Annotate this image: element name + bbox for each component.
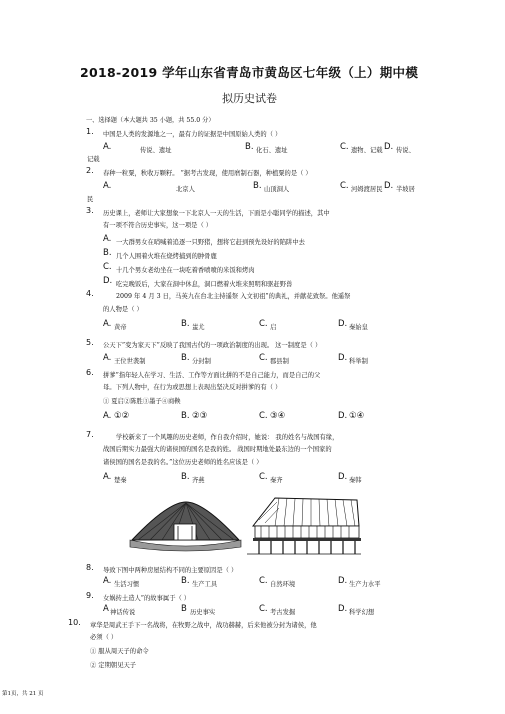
q4-option-a-label: A. (103, 319, 112, 329)
banpo-round-hut-illustration (128, 500, 243, 555)
q3-option-c-text: 十几个男女老幼坐在一块吃着香喷喷的米饭和烤肉 (116, 267, 255, 274)
q3-option-a-label: A. (103, 234, 112, 244)
q3-option-b-text: 几个人围着火堆在烧烤捕到的肿骨鹿 (116, 253, 217, 260)
q5-option-c-label: C. (259, 353, 268, 363)
q7-option-a-label: A. (103, 472, 112, 482)
q2-option-a-text: 北京人 (176, 186, 195, 193)
question-6-items: ① 夏启②陈胜③墨子④商鞅 (103, 398, 181, 405)
q1-option-a-text: 传说、遗址 (140, 147, 172, 154)
q2-option-d-wrap: 民 (87, 196, 94, 203)
q3-option-c-label: C. (103, 262, 112, 272)
q6-option-b-label: B. (181, 411, 190, 421)
q3-option-b-label: B. (103, 248, 112, 258)
q8-option-c-label: C. (259, 576, 268, 586)
q6-option-a-label: A. (103, 411, 112, 421)
q1-option-d-text: 传说、 (396, 147, 415, 154)
q4-option-c-text: 启 (270, 324, 277, 331)
question-1-text: 中国是人类的发源地之一，最有力的证据是中国原始人类的（ ） (103, 131, 282, 138)
question-6-text-line1: 拼爹”指年轻人在学习、生活、工作等方面比拼的不是自己能力，而是自己的父 (103, 372, 321, 379)
q5-option-b-label: B. (181, 353, 190, 363)
q3-option-d-label: D. (103, 276, 113, 286)
q2-option-a-label: A. (103, 181, 112, 191)
question-9-number: 9. (86, 591, 94, 600)
question-3-text-line2: 有一项不符合历史事实，这一项是（ ） (103, 222, 213, 229)
q1-option-c-label: C. (340, 142, 349, 152)
section-heading: 一、选择题（本大题共 35 小题，共 55.0 分） (86, 117, 215, 124)
q1-option-b-label: B. (245, 142, 254, 152)
question-6-number: 6. (86, 368, 94, 377)
q4-option-d-label: D. (338, 319, 348, 329)
q2-option-b-label: B. (253, 181, 262, 191)
q1-option-c-text: 遗物、记载 (351, 147, 383, 154)
question-2-text: 春种一粒粟，秋收万颗籽。 ”据考古发现，使用磨制石器，种植粟的是（ ） (103, 170, 312, 177)
question-4-number: 4. (86, 289, 94, 298)
q2-option-c-label: C. (340, 181, 349, 191)
question-7-text-line3: 诸侯国的国名是我的名。”这位历史老师的姓名应该是（ ） (103, 459, 263, 466)
question-3-number: 3. (86, 206, 94, 215)
q5-option-c-text: 郡县制 (270, 358, 289, 365)
question-5-text: 公天下”变为家天下”反映了我国古代的一项政治制度的出现。 这一制度是（ ） (103, 342, 322, 349)
q4-option-d-text: 秦始皇 (349, 324, 368, 331)
q6-option-c-label: C. (259, 411, 268, 421)
q4-option-b-text: 蚩尤 (192, 324, 205, 331)
q7-option-c-label: C. (259, 472, 268, 482)
q1-option-a-label: A. (103, 142, 112, 152)
q9-option-c-label: C. (259, 604, 268, 614)
q8-option-a-text: 生活习惯 (114, 581, 140, 588)
q7-option-c-text: 秦齐 (270, 477, 283, 484)
q5-option-a-label: A. (103, 353, 112, 363)
question-2-number: 2. (86, 166, 94, 175)
q9-option-c-text: 考古发掘 (270, 609, 296, 616)
q8-option-d-text: 生产力水平 (349, 581, 381, 588)
q2-option-d-label: D. (384, 181, 394, 191)
q7-option-b-text: 齐燕 (192, 477, 205, 484)
q9-option-a-text: 神话传说 (110, 609, 136, 616)
q5-option-a-text: 王位世袭制 (114, 358, 146, 365)
q8-option-b-text: 生产工具 (192, 581, 218, 588)
question-3-text-line1: 历史课上，老师让大家想象一下北京人一天的生活，下面是小聪同学的描述，其中 (103, 210, 330, 217)
hemudu-stilt-house-illustration (245, 494, 363, 556)
exam-title-line1: 2018-2019 学年山东省青岛市黄岛区七年级（上）期中模 (80, 65, 419, 80)
q7-option-d-text: 秦韩 (349, 477, 362, 484)
q7-option-b-label: B. (181, 472, 190, 482)
question-10-text-line1: 章华是周武王手下一名战将，在牧野之战中，战功赫赫，后来他被分封为诸侯，他 (90, 622, 317, 629)
question-6-text-line2: 母。下列人物中，在行为或思想上表现出坚决反对拼爹的有（ ） (103, 384, 282, 391)
q5-option-b-text: 分封制 (192, 358, 211, 365)
q9-option-b-text: 历史事实 (190, 609, 216, 616)
question-10-item-1: ① 服从周天子的命令 (90, 648, 149, 655)
question-4-text-line1: 2009 年 4 月 3 日，马英九在台北主持遥祭 入文初祖”的典礼，并献花致祭。他遥祭 (116, 293, 351, 300)
q3-option-d-text: 吃完晚饭后，大家在洞中休息，洞口燃着火堆来照明和驱赶野兽 (116, 281, 293, 288)
question-1-number: 1. (86, 127, 94, 136)
question-10-text-line2: 必须（ ） (90, 634, 118, 641)
q4-option-a-text: 黄帝 (114, 324, 127, 331)
q2-option-d-text: 半坡居 (396, 186, 415, 193)
q8-option-a-label: A. (103, 576, 112, 586)
q6-option-b-text: ②③ (192, 411, 208, 421)
q1-option-b-text: 化石、遗址 (256, 147, 288, 154)
question-10-item-2: ② 定期朝见天子 (90, 662, 137, 669)
question-8-number: 8. (86, 563, 94, 572)
q2-option-b-text: 山顶洞人 (264, 186, 290, 193)
q3-option-a-text: 一大群男女在哨喊着追逐一只野猪，想将它赶到预先设好的陷阱中去 (116, 239, 305, 246)
question-7-text-line1: 学校新来了一个风趣的历史老师，作自我介绍时，她说： 我的姓名与战国有缘， (116, 434, 339, 441)
question-7-text-line2: 战国后期实力最强大的诸侯国的国名是我的姓。 战国时期地处最东边的一个国家的 (103, 446, 332, 453)
q8-option-d-label: D. (338, 576, 348, 586)
q6-option-d-text: ①④ (349, 411, 365, 421)
q8-option-c-text: 自然环境 (270, 581, 296, 588)
q7-option-a-text: 楚秦 (114, 477, 127, 484)
q1-option-d-wrap: 记载 (87, 156, 100, 163)
q1-option-d-label: D. (384, 142, 394, 152)
q6-option-d-label: D. (338, 411, 348, 421)
question-5-number: 5. (86, 338, 94, 347)
q5-option-d-label: D. (338, 353, 348, 363)
question-8-text: 导致下图中两种房屋结构不同的主要原因是（ ） (103, 567, 238, 574)
q9-option-d-text: 科学幻想 (349, 609, 375, 616)
question-7-number: 7. (86, 430, 94, 439)
q9-option-b-label: B (181, 604, 187, 614)
question-9-text: 女娲抟土造人”的故事属于（ ） (103, 595, 191, 602)
q6-option-a-text: ①② (114, 411, 130, 421)
page-footer: 第1页，共 21 页 (2, 691, 44, 697)
q8-option-b-label: B. (181, 576, 190, 586)
q5-option-d-text: 科举制 (349, 358, 368, 365)
question-10-number: 10. (68, 618, 81, 627)
question-4-text-line2: 的人物是（ ） (103, 306, 143, 313)
q4-option-c-label: C. (259, 319, 268, 329)
q9-option-a-label: A (103, 604, 109, 614)
q2-option-c-text: 河姆渡居民 (351, 186, 383, 193)
q9-option-d-label: D. (338, 604, 348, 614)
exam-title-line2: 拟历史试卷 (222, 92, 277, 105)
q7-option-d-label: D. (338, 472, 348, 482)
q4-option-b-label: B. (181, 319, 190, 329)
q6-option-c-text: ③④ (270, 411, 286, 421)
